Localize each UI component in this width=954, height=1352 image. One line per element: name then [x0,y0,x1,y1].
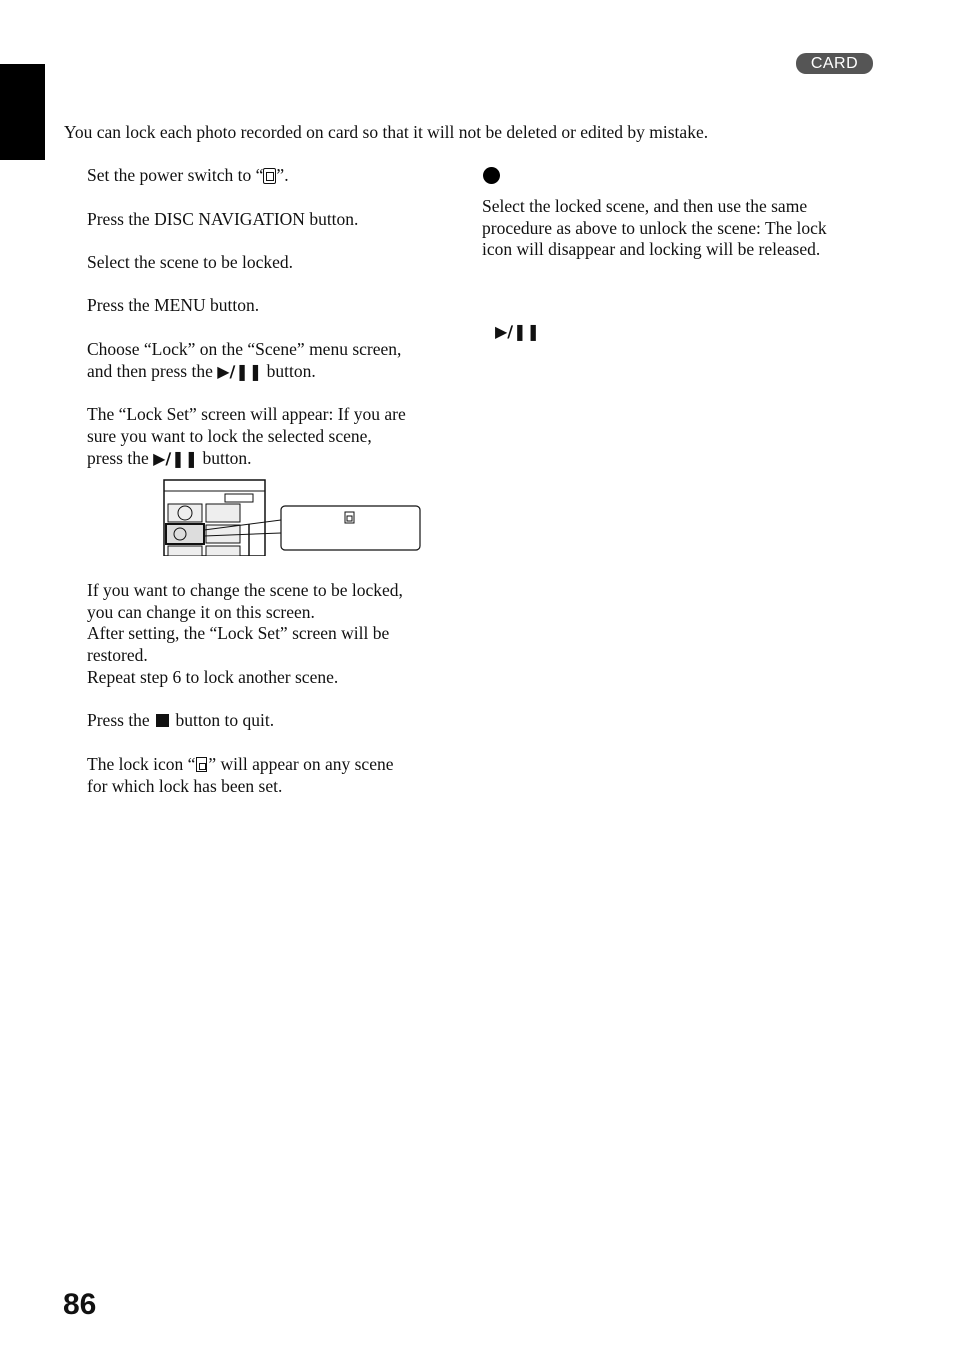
note-1-line-2: you can change it on this screen. [87,602,315,622]
step-3: Select the scene to be locked. [87,252,294,272]
note-1-line-1: If you want to change the scene to be locked, [87,580,403,600]
note-3: Repeat step 6 to lock another scene. [87,667,339,687]
lock-icon [196,757,207,772]
unlock-line-3: icon will disappear and locking will be released. [482,239,821,259]
lock-set-screen-illustration [160,478,425,556]
step-6-text-b: button. [198,448,252,468]
step-8-text-b: ” will appear on any scene [208,754,394,774]
section-tab-marker [0,64,45,160]
step-8-text-a: The lock icon “ [87,754,196,774]
step-4: Press the MENU button. [87,295,260,315]
step-7-text-b: button to quit. [171,710,275,730]
step-6-text-a: press the [87,448,154,468]
bullet-icon [483,167,500,184]
step-5-text-a: and then press the [87,361,218,381]
step-8-line-1 [87,753,394,775]
card-mode-badge: CARD [796,53,873,74]
unlock-line-1: Select the locked scene, and then use the same [482,196,808,216]
play-pause-icon: ▶∕❚❚ [217,362,263,381]
step-7 [87,709,274,731]
play-pause-icon: ▶∕❚❚ [153,449,199,468]
step-5-line-1: Choose “Lock” on the “Scene” menu screen, [87,339,402,359]
step-1 [87,164,289,186]
note-2-line-1: After setting, the “Lock Set” screen will be [87,623,390,643]
step-1-text-a: Set the power switch to “ [87,165,264,185]
step-5-text-b: button. [262,361,316,381]
intro-text: You can lock each photo recorded on card so that it will not be deleted or edited by mistake. [64,122,709,142]
step-2: Press the DISC NAVIGATION button. [87,209,359,229]
play-pause-icon: ▶∕❚❚ [495,322,540,341]
page-number: 86 [63,1288,97,1321]
unlock-line-2: procedure as above to unlock the scene: The lock [482,218,827,238]
step-6-line-3 [87,447,252,470]
step-5-line-2 [87,360,316,383]
step-8-line-2: for which lock has been set. [87,776,283,796]
step-7-text-a: Press the [87,710,155,730]
step-1-text-b: ”. [276,165,289,185]
card-mode-icon [263,168,276,184]
note-2-line-2: restored. [87,645,148,665]
step-6-line-2: sure you want to lock the selected scene, [87,426,372,446]
step-6-line-1: The “Lock Set” screen will appear: If you are [87,404,406,424]
stop-icon [156,714,169,727]
